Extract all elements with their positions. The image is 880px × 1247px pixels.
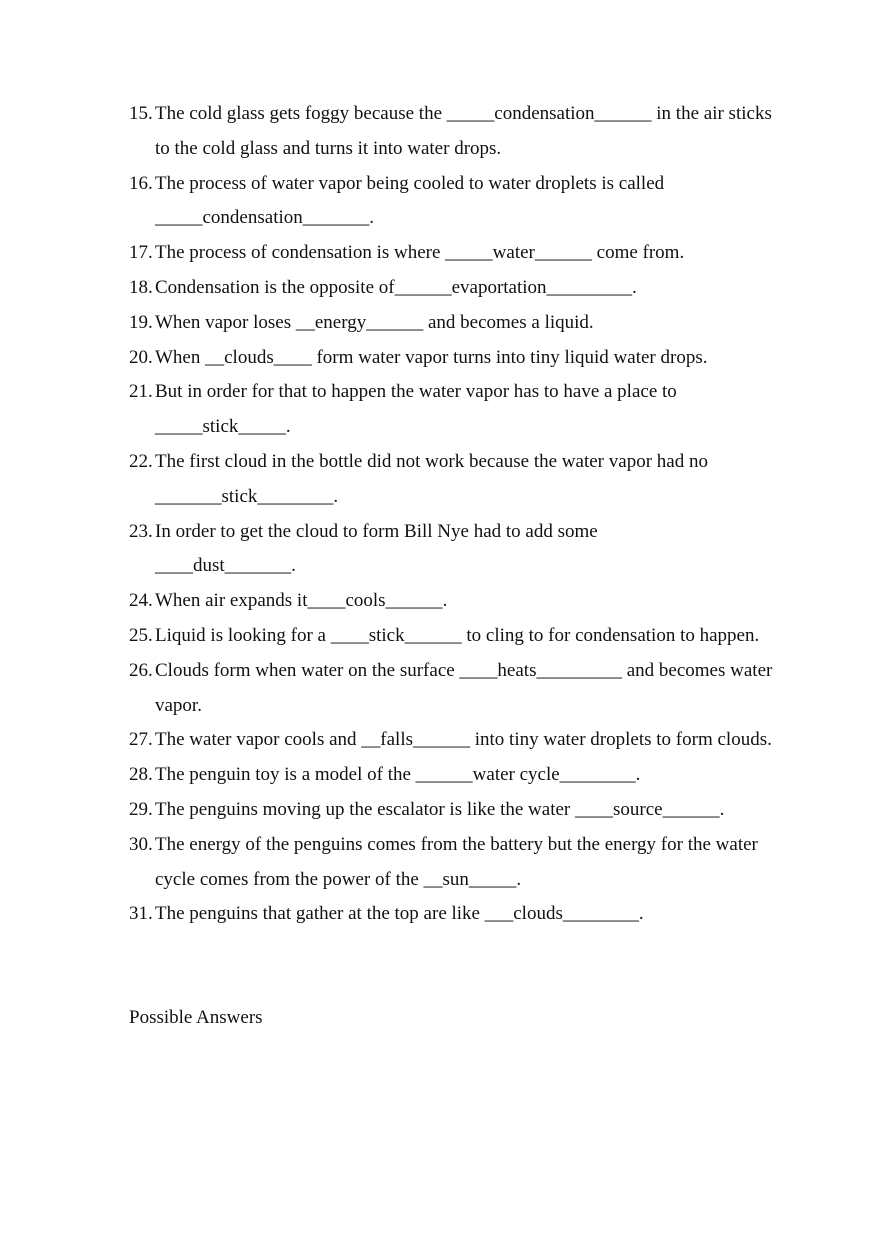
question-number: 30. <box>129 833 153 855</box>
question-item <box>129 897 779 932</box>
question-text: When air expands it____cools______. <box>155 590 448 612</box>
question-text: The process of condensation is where _____water______ come from. <box>155 242 685 264</box>
question-text: The energy of the penguins comes from the battery but the energy for the water cycle comes from the power of the __sun_____. <box>155 833 763 890</box>
question-list <box>129 97 779 932</box>
question-number: 23. <box>129 520 153 542</box>
question-item <box>129 758 779 793</box>
question-item <box>129 654 779 724</box>
question-item <box>129 271 779 306</box>
question-item <box>129 306 779 341</box>
question-item <box>129 619 779 654</box>
possible-answers-label: Possible Answers <box>129 1007 263 1028</box>
question-number: 28. <box>129 764 153 786</box>
question-text: The penguins moving up the escalator is like the water ____source______. <box>155 798 725 820</box>
question-text: The penguin toy is a model of the ______water cycle________. <box>155 764 641 786</box>
question-text: When vapor loses __energy______ and becomes a liquid. <box>155 311 594 333</box>
question-number: 16. <box>129 172 153 194</box>
question-text: When __clouds____ form water vapor turns into tiny liquid water drops. <box>155 346 708 368</box>
question-item <box>129 828 779 898</box>
question-text: In order to get the cloud to form Bill Nye had to add some ____dust_______. <box>155 520 598 577</box>
question-text: The penguins that gather at the top are like ___clouds________. <box>155 903 644 925</box>
question-item <box>129 236 779 271</box>
question-item <box>129 167 779 237</box>
question-number: 18. <box>129 276 153 298</box>
question-text: The first cloud in the bottle did not work because the water vapor had no _______stick________. <box>155 450 708 507</box>
question-number: 31. <box>129 903 153 925</box>
question-item <box>129 341 779 376</box>
question-number: 26. <box>129 659 153 681</box>
question-item <box>129 793 779 828</box>
question-number: 20. <box>129 346 153 368</box>
question-item <box>129 515 779 585</box>
question-number: 27. <box>129 729 153 751</box>
question-item <box>129 445 779 515</box>
question-text: The water vapor cools and __falls______ into tiny water droplets to form clouds. <box>155 729 772 751</box>
question-text: But in order for that to happen the water vapor has to have a place to _____stick_____. <box>155 381 677 438</box>
question-number: 24. <box>129 590 153 612</box>
question-number: 22. <box>129 450 153 472</box>
question-item <box>129 723 779 758</box>
question-number: 19. <box>129 311 153 333</box>
question-text: Liquid is looking for a ____stick______ to cling to for condensation to happen. <box>155 624 760 646</box>
question-number: 21. <box>129 381 153 403</box>
question-number: 25. <box>129 624 153 646</box>
question-text: Condensation is the opposite of______evaportation_________. <box>155 276 637 298</box>
question-number: 29. <box>129 798 153 820</box>
question-item <box>129 97 779 167</box>
question-text: The process of water vapor being cooled to water droplets is called _____condensation_______. <box>155 172 665 229</box>
question-number: 15. <box>129 103 153 124</box>
question-item <box>129 584 779 619</box>
question-number: 17. <box>129 242 153 264</box>
question-item <box>129 375 779 445</box>
question-text: The cold glass gets foggy because the _____condensation______ in the air sticks to the cold glass and turns it into water drops. <box>155 103 777 159</box>
question-text: Clouds form when water on the surface ____heats_________ and becomes water vapor. <box>155 659 778 716</box>
